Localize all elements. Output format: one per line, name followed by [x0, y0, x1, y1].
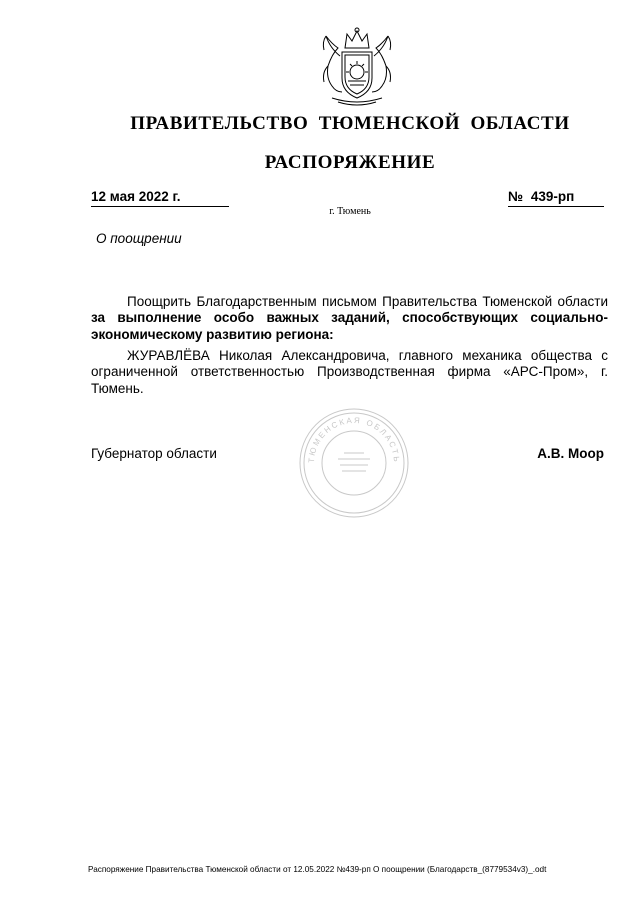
signer-position: Губернатор области [91, 446, 217, 461]
official-seal-stamp [298, 407, 410, 519]
date-value: 12 мая 2022 г. [91, 189, 181, 204]
svg-text:ТЮМЕНСКАЯ ОБЛАСТЬ [307, 416, 401, 464]
para1-bold: за выполнение особо важных заданий, способствующих социально-экономическому развитию региона: [91, 310, 608, 342]
para1-intro: Поощрить Благодарственным письмом Правительства Тюменской области [127, 294, 608, 309]
government-title: ПРАВИТЕЛЬСТВО ТЮМЕНСКОЙ ОБЛАСТИ [130, 113, 570, 134]
document-date [91, 189, 229, 207]
document-footer: Распоряжение Правительства Тюменской области от 12.05.2022 №439-рп О поощрении (Благодарств_(8779534v3)_.odt [88, 865, 547, 874]
stamp-text: ТЮМЕНСКАЯ ОБЛАСТЬ [306, 415, 402, 464]
document-type-title: РАСПОРЯЖЕНИЕ [264, 152, 436, 173]
signer-name: А.В. Моор [537, 446, 604, 461]
body-paragraph-2: ЖУРАВЛЁВА Николая Александровича, главного механика общества с ограниченной ответственностью Производственная фирма «АРС-Пром», г. Тюмень. [91, 348, 608, 396]
number-value: 439-рп [530, 189, 575, 204]
document-number [508, 189, 604, 207]
number-sign: № [508, 189, 524, 204]
document-subject: О поощрении [96, 231, 182, 246]
body-paragraph-1 [91, 294, 608, 343]
coat-of-arms-icon [312, 26, 402, 108]
city-label: г. Тюмень [329, 206, 371, 217]
